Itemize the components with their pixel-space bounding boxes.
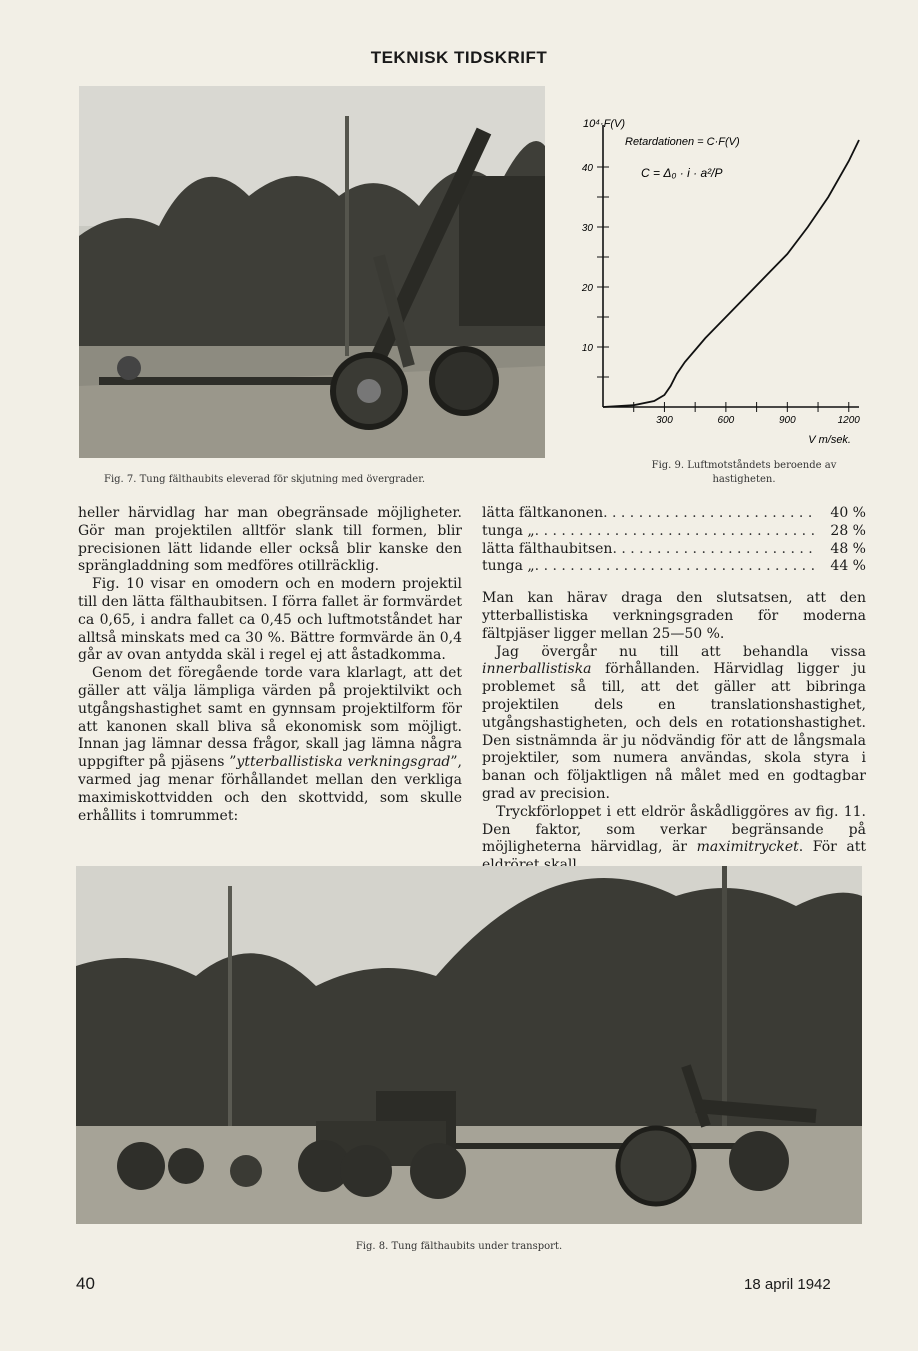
leader-dots [612, 541, 814, 559]
table-row-value: 28 % [830, 522, 866, 539]
fig9-chart [565, 112, 885, 452]
table-row-value: 44 % [830, 558, 866, 575]
paragraph [482, 644, 866, 804]
text-column-left [78, 505, 462, 825]
table-row-label: tunga „ [482, 558, 535, 575]
table-row-value: 48 % [830, 540, 866, 557]
efficiency-table [482, 505, 866, 576]
table-row-label: lätta fältkanonen [482, 505, 604, 521]
y-tick-label: 10 [581, 343, 593, 354]
emphasis-term: maximitrycket [696, 839, 799, 856]
paragraph [482, 804, 866, 875]
page-number: 40 [76, 1274, 95, 1293]
fig9-caption: Fig. 9. Luftmotståndets beroende av hastigheten. [651, 460, 837, 485]
fig8-photo [76, 866, 862, 1224]
x-tick-label: 900 [778, 415, 796, 426]
series-line [603, 140, 859, 407]
fig7-photo [79, 86, 545, 458]
paragraph-text: Genom det föregående torde vara klarlagt, att det gäller att välja lämpliga värden på projektilvikt och utgångshastighet samt en gynnsam projektilform för att kanonen skall bliva så ekonomisk som möjligt. Innan jag lämnar dessa frågor, skall jag lämna några uppgifter på pjäsens [78, 665, 462, 771]
fig7-caption: Fig. 7. Tung fälthaubits eleverad för skjutning med övergrader. [104, 474, 426, 485]
paragraph-text: . För att [798, 839, 866, 856]
emphasis-term: ytterballistiska verkningsgrad [236, 754, 451, 771]
table-row [482, 505, 866, 523]
y-tick-label: 20 [581, 283, 593, 294]
x-axis-label: V m/sek. [808, 434, 851, 446]
x-tick-label: 600 [717, 415, 735, 426]
table-row [482, 523, 866, 541]
chart-title: Retardationen = C·F(V) [625, 136, 740, 148]
fig8-caption: Fig. 8. Tung fälthaubits under transport. [355, 1241, 563, 1252]
y-tick-label: 40 [581, 163, 593, 174]
paragraph-text: Jag övergår nu till att behandla vissa [496, 643, 866, 660]
masthead-title: TEKNISK TIDSKRIFT [370, 48, 548, 67]
text-column-right [482, 505, 866, 875]
emphasis-term: innerballistiska [482, 661, 592, 678]
chart-formula: C = Δ₀ · i · a²/P [641, 166, 723, 180]
chart-svg [565, 112, 885, 452]
paragraph: heller härvidlag har man obegränsade möjligheter. Gör man projektilen alltför slank till formen, blir precisionen lätt lidande eller också blir kanske den sprängladdning som medföres otillräcklig. [78, 505, 462, 575]
x-tick-label: 300 [656, 415, 673, 426]
paragraph-text: förhållanden. Härvidlag ligger ju problemet så till, att det gäller att bibringa projektilen dels en translationshastighet, utgångshastigheten, och dels en rotationshastighet. Den sistnämnda är ju nödvändig för att de långsmala projektiler, som numera användas, skola styra i banan och följaktligen nå målet med en godtagbar grad av precision. [482, 661, 866, 802]
table-row-label: lätta fälthaubitsen [482, 540, 613, 557]
paragraph: Genom det föregående torde vara klarlagt, att det gäller att välja lämpliga värden på projektilvikt och utgångshastighet samt en gynnsam projektilform för att kanonen skall bliva så ekonomisk som möjligt. Innan jag lämnar dessa frågor, skall jag lämna några uppgifter på pjäsens ”ytterballistiska verkningsgrad”, varmed jag menar förhållandet mellan den verkliga maximiskottvidden och den skottvidd, som skulle erhållits i tomrummet: [78, 665, 462, 824]
y-axis-label: 10⁴·F(V) [583, 118, 626, 130]
table-row-label: tunga „ [482, 522, 535, 539]
paragraph: Man kan härav draga den slutsatsen, att den ytterballistiska verkningsgraden för moderna fältpjäser ligger mellan 25—50 %. [482, 590, 866, 642]
table-row [482, 558, 866, 576]
leader-dots [603, 505, 814, 523]
table-row-value: 40 % [830, 505, 866, 521]
y-tick-label: 30 [581, 223, 593, 234]
issue-date: 18 april 1942 [744, 1276, 831, 1293]
leader-dots [535, 558, 814, 576]
leader-dots [535, 523, 814, 541]
paragraph-text: Tryckförloppet i ett eldrör åskådliggöres av fig. 11. Den faktor, som verkar begränsande på möjligheterna härvidlag, är [482, 803, 866, 856]
paragraph: Fig. 10 visar en omodern och en modern projektil till den lätta fälthaubitsen. I förra fallet är formvärdet ca 0,65, i andra fallet ca 0,45 och luftmotståndet har alltså minskats med ca 30 %. Bättre formvärde än 0,4 går av ovan antydda skäl i regel ej att åstadkomma. [78, 576, 462, 664]
paragraph-text: ”, varmed jag menar förhållandet mellan den verkliga maximiskottvidden och den skottvidd, som skulle erhållits i tomrummet: [78, 754, 462, 824]
x-tick-label: 1200 [837, 415, 860, 426]
table-row [482, 541, 866, 559]
